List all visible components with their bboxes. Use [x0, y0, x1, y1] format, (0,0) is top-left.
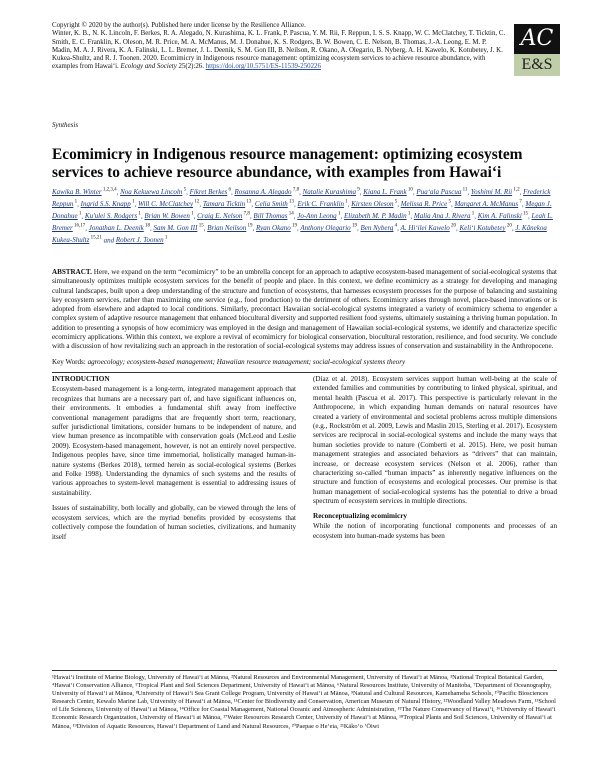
- keywords-label: Key Words:: [52, 358, 86, 366]
- author-name[interactable]: Tamara Ticktin: [202, 200, 246, 209]
- keywords-text: agroecology; ecosystem-based management; Hawaiian resource management; social-ecological systems theory: [87, 358, 406, 366]
- author-affiliation-sup: 12: [193, 199, 200, 205]
- author-entry: [203, 200, 252, 208]
- author-name[interactable]: Leah L. Bremer: [52, 212, 553, 233]
- author-affiliation-sup: 1: [336, 211, 341, 217]
- author-affiliation-sup: 7,8: [291, 188, 300, 193]
- author-affiliation-sup: 14: [287, 211, 294, 217]
- author-affiliation-sup: 20: [449, 223, 456, 229]
- author-affiliation-sup: 7: [518, 199, 522, 205]
- author-entry: [478, 212, 528, 220]
- author-affiliation-sup: 20: [505, 223, 512, 229]
- author-entry: [416, 188, 467, 196]
- author-name[interactable]: Jonathan L. Deenik: [88, 224, 144, 233]
- author-affiliation-sup: 6: [227, 188, 231, 193]
- author-entry: [154, 224, 204, 232]
- author-entry: [190, 188, 231, 196]
- logo-top: AC: [514, 24, 560, 54]
- intro-paragraph-3: (Díaz et al. 2018). Ecosystem services support human well-being at the scale of extended families and communities by contributing to linked physical, spiritual, and mental health (Pascua et al. 2017). This perspective is particularly relevant in the Anthropocene, in which expanding human demands on natural resources have created a variety of environmental and societal problems across multiple dimensions (e.g., Rockström et al. 2009, Lewis and Maslin 2015, Sterling et al. 2017). Ecosystem services are reciprocal in social-ecological systems and include the many ways that human societies provide to nature (Comberti et al. 2015). Here, we posit human management strategies and associated behaviors as “drivers” that can maintain, increase, or decrease ecosystem services (Nelson et al. 2006), rather than characterizing so-called “human impacts” as inherently negative influences on the structure and function of ecosystems and ecological processes. Our premise is that human management of social-ecological systems has the potential to drive a broad spectrum of ecosystem services in multiple directions.: [313, 375, 557, 506]
- author-name[interactable]: Kirsten Oleson: [351, 200, 394, 209]
- author-entry: [144, 212, 193, 220]
- author-affiliation-sup: 5: [447, 199, 451, 205]
- author-affiliation-sup: 18: [143, 223, 150, 229]
- author-name[interactable]: Sam M. Gon III: [153, 224, 198, 233]
- author-entry: [256, 224, 297, 232]
- author-name[interactable]: Bill Thomas: [253, 212, 288, 221]
- author-affiliation-sup: 16,17: [72, 223, 86, 229]
- intro-paragraph-1: Ecosystem-based management is a long-term, integrated management approach that recognizes that humans are a necessary part of, and have significant influences on, their environments. It embodies a fundamental shift away from ineffective conventional management paradigms that are frequently short term, reactionary, suffer jurisdictional limitations, consider humans to be independent of nature, and view human presence as incompatible with conservation goals (McLeod and Leslie 2009). Ecosystem-based management, however, is not an entirely novel perspective. Indigenous peoples have, since time immemorial, holistically managed human-in-nature systems (Berkes 2018), termed herein as social-ecological systems (Berkes and Folke 1998). Understanding the dynamics of such systems and the results of various approaches to system-level management is essential to addressing issues of sustainability.: [52, 385, 296, 497]
- author-entry: [234, 188, 299, 196]
- author-name[interactable]: Margaret A. McManus: [454, 200, 519, 209]
- author-name[interactable]: Natalie Kurashima: [302, 188, 357, 197]
- author-affiliation-sup: 11: [461, 188, 468, 193]
- author-entry: [300, 224, 357, 232]
- author-affiliation-sup: 1: [189, 211, 194, 217]
- author-name[interactable]: Noa Kekuewa Lincoln: [120, 188, 183, 197]
- author-name[interactable]: Ku'ulei S. Rodgers: [84, 212, 138, 221]
- author-entry: [120, 188, 186, 196]
- author-name[interactable]: Will C. McClatchey: [138, 200, 194, 209]
- author-entry: [89, 224, 150, 232]
- author-affiliation-sup: 1,2: [512, 188, 520, 193]
- author-name[interactable]: Elizabeth M. P. Madin: [343, 212, 407, 221]
- author-name[interactable]: Brian W. Bowen: [144, 212, 190, 221]
- author-name[interactable]: J. Kānekoa Kukea-Shultz: [52, 224, 547, 245]
- author-affiliation-sup: 1: [406, 211, 411, 217]
- author-list: Kawika B. Winter $^{1,2,3,4}$, Noa Kekuewa Lincoln $^5$, Fikret Berkes $^6$, Rosanna A. Alegado $^{7,8}$, Natalie Kurashima $^9$, Kiana L. Frank $^{10}$, Puaʻala Pascua $^{11}$, Yoshimi M. Rii $^{1,2}$, Frederick Reppun $^1$, Ingrid S.S. Knapp $^1$, Will C. McClatchey $^{12}$, Tamara Ticktin $^{13}$, Celia Smith $^{13}$, Erik C. Franklin $^1$, Kirsten Oleson $^5$, Melissa R. Price $^5$, Margaret A. McManus $^7$, Megan J. Donahue $^1$, Ku'ulei S. Rodgers $^1$, Brian W. Bowen $^1$, Craig E. Nelson $^{7,8}$, Bill Thomas $^{14}$, Jo-Ann Leong $^1$, Elizabeth M. P. Madin $^1$, Malia Ana J. Rivera $^1$, Kim A. Falinski $^{15}$, Leah L. Bremer $^{16,17}$, Jonathan L. Deenik $^{18}$, Sam M. Gon III $^{15}$, Brian Neilson $^{19}$, Ryan Okano $^{19}$, Anthony Olegario $^{19}$, Ben Nyberg $^4$, A. Hiʻilei Kawelo $^{20}$, Keliʻi Kotubetey $^{20}$, J. Kānekoa Kukea-Shultz $^{15,21}$ and Robert J. Toonen $^1$: [52, 188, 553, 245]
- author-affiliation-sup: 19: [290, 223, 297, 229]
- author-entry: [255, 200, 294, 208]
- author-affiliation-sup: 15: [197, 223, 204, 229]
- author-entry: [207, 224, 252, 232]
- intro-heading: INTRODUCTION: [52, 375, 110, 383]
- article-title: Ecomimicry in Indigenous resource management: optimizing ecosystem services to achieve resource abundance, with examples from Hawaiʻi: [52, 146, 523, 181]
- author-affiliation-sup: 15: [521, 211, 529, 217]
- author-name[interactable]: Yoshimi M. Rii: [470, 188, 513, 197]
- author-affiliation-sup: 1: [77, 211, 82, 217]
- author-entry: [197, 212, 250, 220]
- citation-authors: [52, 30, 507, 71]
- footnote-divider: [52, 670, 557, 671]
- author-affiliation-sup: 1: [344, 199, 348, 205]
- body-left-column: [52, 375, 296, 542]
- author-entry: [52, 188, 117, 196]
- journal-logo: [514, 24, 560, 76]
- author-affiliation-sup: 1: [130, 199, 135, 205]
- author-name[interactable]: Keliʻi Kotubetey: [459, 224, 506, 233]
- author-name[interactable]: Fikret Berkes: [189, 188, 228, 197]
- author-name[interactable]: Malia Ana J. Rivera: [413, 212, 471, 221]
- author-entry: [138, 200, 199, 208]
- author-entry: [116, 236, 168, 244]
- author-affiliation-sup: 1: [470, 211, 475, 217]
- author-entry: [363, 188, 413, 196]
- author-name[interactable]: Frederick Reppun: [52, 188, 551, 209]
- author-affiliation-sup: 19: [246, 223, 253, 229]
- author-name[interactable]: Craig E. Nelson: [197, 212, 243, 221]
- body-right-column: [313, 375, 557, 541]
- reconceptualizing-heading: Reconceptualizing ecomimicry: [313, 511, 408, 520]
- author-affiliation-sup: 1,2,3,4: [101, 188, 117, 193]
- author-entry: [344, 212, 410, 220]
- author-affiliation-sup: 1: [163, 235, 168, 241]
- reconceptualizing-paragraph: While the notion of incorporating functional components and processes of an ecosystem into human-made systems has been: [313, 522, 557, 540]
- author-name[interactable]: Rosanna A. Alegado: [234, 188, 292, 197]
- section-label: Synthesis: [52, 121, 79, 129]
- author-affiliation-sup: 10: [406, 188, 413, 193]
- doi-link[interactable]: https://doi.org/10.5751/ES-11539-250226: [205, 63, 321, 71]
- author-name[interactable]: Ryan Okano: [256, 224, 291, 233]
- author-entry: [414, 212, 474, 220]
- author-name[interactable]: Anthony Olegario: [300, 224, 351, 233]
- author-affiliation-sup: 4: [393, 223, 398, 229]
- author-name[interactable]: Melissa R. Price: [400, 200, 448, 209]
- abstract-divider: [52, 372, 557, 373]
- abstract-label: ABSTRACT.: [52, 268, 92, 276]
- author-name[interactable]: Puaʻala Pascua: [416, 188, 462, 197]
- affiliation-footnotes: ¹Hawaiʻi Institute of Marine Biology, University of Hawaiʻi at Mānoa, ²Natural Resources and Environmental Management, University of Hawaiʻi at Mānoa, ³National Tropical Botanical Garden, ⁴Hawaiʻi Conservation Alliance, ⁵Tropical Plant and Soil Sciences Department, University of Hawaiʻi at Mānoa, ⁶Natural Resources Institute, University of Manitoba, ⁷Department of Oceanography, University of Hawaiʻi at Mānoa, ⁸University of Hawaiʻi Sea Grant College Program, University of Hawaiʻi at Mānoa, ⁹Natural and Cultural Resources, Kamehameha Schools, ¹⁰Pacific Biosciences Research Center, Kewalo Marine Lab, University of Hawaiʻi at Mānoa, ¹¹Center for Biodiversity and Conservation, American Museum of Natural History, ¹²Woodland Valley Meadows Farm, ¹³School of Life Sciences, University of Hawaiʻi at Mānoa, ¹⁴Office for Coastal Management, National Oceanic and Atmospheric Administration, ¹⁵The Nature Conservancy of Hawaiʻi, ¹⁶University of Hawaiʻi Economic Research Organization, University of Hawaiʻi at Mānoa, ¹⁷Water Resources Research Center, University of Hawaiʻi at Mānoa, ¹⁸Tropical Plants and Soil Sciences, University of Hawaiʻi at Mānoa, ¹⁹Division of Aquatic Resources, Hawaiʻi Department of Land and Natural Resources, ²⁰Paepae o Heʻeia, ²¹Kākoʻo ʻŌiwi: [52, 674, 556, 730]
- author-name[interactable]: Celia Smith: [254, 200, 288, 209]
- author-name[interactable]: Ben Nyberg: [360, 224, 394, 233]
- author-entry: [471, 188, 520, 196]
- author-entry: [360, 224, 397, 232]
- journal-name: Ecology and Society: [120, 63, 177, 71]
- author-affiliation-sup: 7,8: [242, 211, 250, 217]
- author-entry: [303, 188, 360, 196]
- author-name[interactable]: Kawika B. Winter: [52, 188, 102, 197]
- author-entry: [81, 200, 135, 208]
- author-name[interactable]: Robert J. Toonen: [115, 236, 164, 245]
- author-entry: [401, 200, 451, 208]
- author-affiliation-sup: 13: [287, 199, 295, 205]
- author-entry: [401, 224, 456, 232]
- author-affiliation-sup: 19: [350, 223, 357, 229]
- author-entry: [298, 200, 348, 208]
- author-affiliation-sup: 5: [393, 199, 398, 205]
- author-name[interactable]: Brian Neilson: [207, 224, 247, 233]
- citation-header: [52, 22, 507, 72]
- author-affiliation-sup: 1: [73, 199, 78, 205]
- author-name[interactable]: Erik C. Franklin: [297, 200, 345, 209]
- author-name[interactable]: A. Hiʻilei Kawelo: [400, 224, 450, 233]
- author-affiliation-sup: 1: [137, 211, 141, 217]
- abstract-text: Here, we expand on the term “ecomimicry” to be an umbrella concept for an approach to adaptive ecosystem-based management of social-ecological systems that simultaneously optimizes multiple ecosystem services for the benefit of people and place. In this context, we define ecomimicry as a strategy for developing and managing cultural landscapes, built upon a deep understanding of the structure and function of ecosystems, that harnesses ecosystem processes for the purpose of balancing and sustaining key ecosystem services, rather than maximizing one service (e.g., food production) to the detriment of others. Ecomimicry arises through novel, place-based innovations or is adopted from elsewhere and adapted to local conditions. Similarly, precontact Hawaiian social-ecological systems integrated a variety of ecomimicry schema to engender a complex system of adaptive resource management that enhanced biocultural diversity and supported resilient food systems, ultimately sustaining a thriving human population. In addition to presenting a synopsis of how ecomimicry was employed in the design and management of Hawaiian social-ecological systems, we identify and characterize specific ecomimicry applications. Within this context, we explore a revival of ecomimicry for biological conservation, biocultural restoration, resilience, and food security. We conclude with a discussion of how revitalizing such an approach in the restoration of social-ecological systems may address issues of conservation and sustainability in the Anthropocene.: [52, 268, 557, 351]
- citation-title: Ecomimicry in Indigenous resource management: optimizing ecosystem services to achieve resource abundance, with examples from Hawaiʻi.: [52, 55, 486, 71]
- keywords: [52, 358, 557, 367]
- author-name[interactable]: Megan J. Donahue: [52, 200, 552, 221]
- author-entry: [351, 200, 397, 208]
- copyright-line: Copyright © 2020 by the author(s). Published here under license by the Resilience Alliance.: [52, 22, 306, 29]
- author-name[interactable]: Jo-Ann Leong: [297, 212, 337, 221]
- author-entry: [454, 200, 521, 208]
- author-entry: [460, 224, 512, 232]
- author-affiliation-sup: 13: [245, 199, 252, 205]
- abstract: [52, 268, 557, 352]
- intro-paragraph-2: Issues of sustainability, both locally and globally, can be viewed through the lens of ecosystem services, which are the myriad benefits provided by ecosystems that collectively compose the foundation of human societies, civilizations, and humanity itself: [52, 504, 296, 541]
- author-name[interactable]: Kim A. Falinski: [477, 212, 522, 221]
- author-entry: [253, 212, 293, 220]
- author-name[interactable]: Kiana L. Frank: [363, 188, 407, 197]
- logo-bottom: E&S: [514, 54, 560, 76]
- author-affiliation-sup: 15,21: [89, 235, 102, 241]
- journal-volume: 25(2):26.: [178, 63, 204, 71]
- author-entry: [85, 212, 141, 220]
- author-entry: [297, 212, 340, 220]
- author-affiliation-sup: 9: [356, 188, 360, 193]
- author-affiliation-sup: 5: [182, 188, 187, 193]
- author-name[interactable]: Ingrid S.S. Knapp: [80, 200, 131, 209]
- citation-authors-text: Winter, K. B., N. K. Lincoln, F. Berkes, R. A. Alegado, N. Kurashima, K. L. Frank, P. Pascua, Y. M. Rii, F. Reppun, I. S. S. Knapp, W. C. McClatchey, T. Ticktin, C. Smith, E. C. Franklin, K. Oleson, M. R. Price, M. A. McManus, M. J. Donahue, K. S. Rodgers, B. W. Bowen, C. E. Nelson, B. Thomas, J.-A. Leong, E. M. P. Madin, M. A. J. Rivera, K. A. Falinski, L. L. Bremer, J. L. Deenik, S. M. Gon III, B. Neilson, R. Okano, A. Olegario, B. Nyberg, A. H. Kawelo, K. Kotubetey, J. K. Kukea-Shultz, and R. J. Toonen. 2020.: [52, 30, 506, 63]
